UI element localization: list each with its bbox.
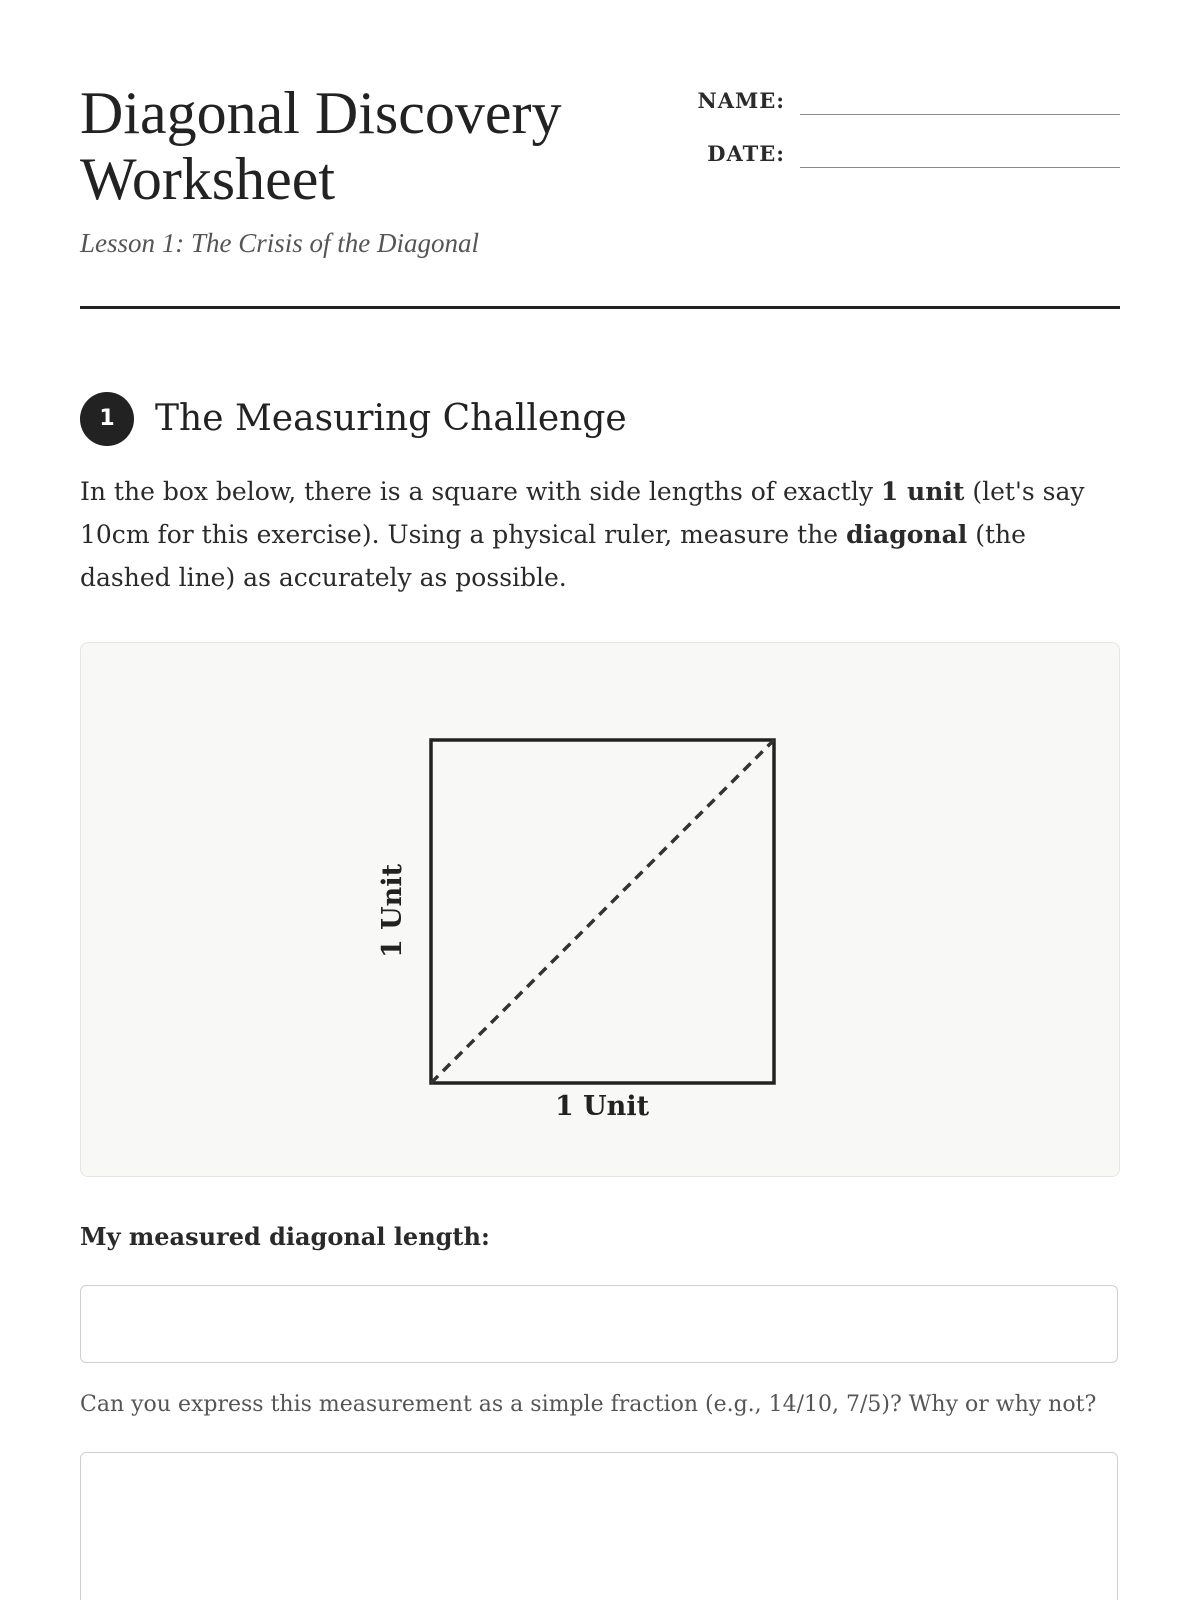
name-row [680, 88, 1120, 118]
section-number-badge: 1 [80, 392, 134, 446]
section-title: The Measuring Challenge [155, 398, 627, 439]
section-instructions [80, 470, 1120, 599]
square-diagram [81, 643, 1119, 1176]
intro-text-1: In the box below, there is a square with side lengths of exactly [80, 477, 881, 506]
header-divider [80, 306, 1120, 309]
measured-length-input[interactable] [80, 1285, 1118, 1363]
measured-length-label: My measured diagonal length: [80, 1222, 490, 1251]
date-write-line[interactable] [800, 167, 1120, 168]
fraction-question: Can you express this measurement as a simple fraction (e.g., 14/10, 7/5)? Why or why not? [80, 1392, 1097, 1417]
diagonal-dashed-line [431, 740, 774, 1083]
fraction-answer-area[interactable] [80, 1452, 1118, 1600]
name-label: NAME: [697, 88, 785, 113]
intro-bold-diagonal: diagonal [846, 520, 968, 549]
intro-text-2: (let's say 10cm for this exercise). Using a physical ruler, measure the [80, 477, 1085, 549]
date-row [680, 141, 1120, 171]
left-side-label: 1 Unit [377, 863, 408, 959]
name-write-line[interactable] [800, 114, 1120, 115]
date-label: DATE: [707, 141, 785, 166]
bottom-side-label: 1 Unit [554, 1091, 650, 1122]
intro-bold-unit: 1 unit [880, 477, 965, 506]
diagram-panel [80, 642, 1120, 1177]
intro-text-3: (the dashed line) as accurately as possible. [80, 520, 1026, 592]
page-title: Diagonal Discovery Worksheet [80, 80, 562, 212]
lesson-subtitle: Lesson 1: The Crisis of the Diagonal [80, 228, 480, 258]
